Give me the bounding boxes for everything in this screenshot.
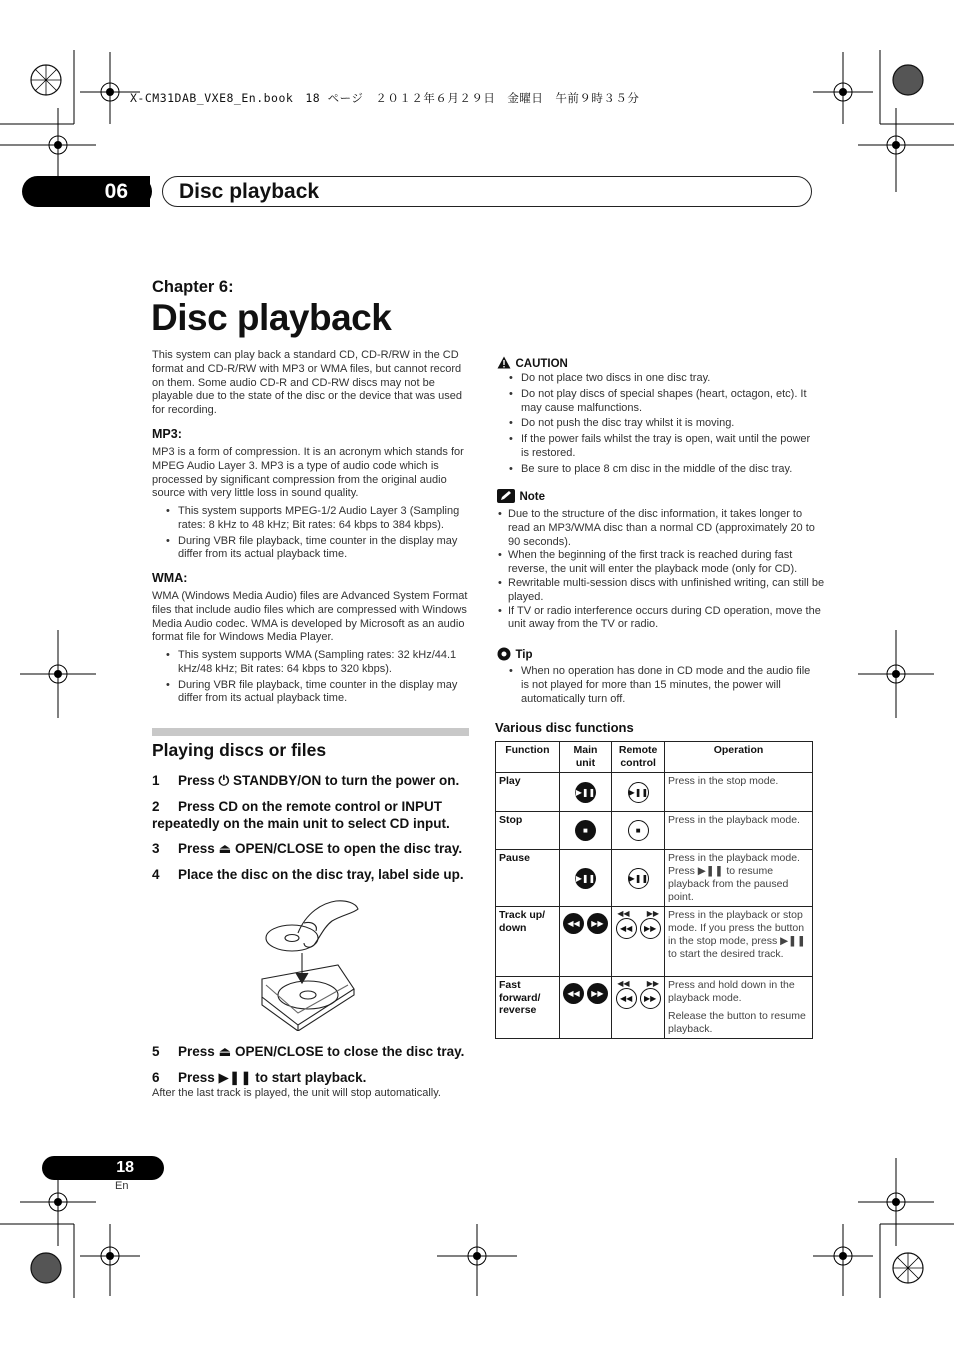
caution-bullets — [495, 372, 819, 479]
chapter-tab-title: Disc playback — [179, 180, 320, 203]
page-number: 18 — [116, 1159, 134, 1176]
track-down-remote-icon: ◀◀ — [616, 918, 637, 939]
list-item: • During VBR file playback, time counter in the display may differ from its actual playback time. — [178, 679, 470, 707]
intro-paragraph: This system can play back a standard CD, CD-R/RW in the CD format and CD-R/RW with MP3 or WMA files, but cannot record on them. Some audio CD-R and CD-RW discs may not be playable due to the state of the disc or the device that was used for recording. — [152, 349, 463, 417]
step-1: 1 Press ⏻ STANDBY/ON to turn the power on. — [152, 773, 460, 788]
rewind-icon: ◀◀ — [617, 979, 630, 988]
page-title: Disc playback — [151, 297, 392, 338]
column-header: Main unit — [559, 742, 612, 773]
playing-heading: Playing discs or files — [152, 740, 327, 760]
function-name: Track up/ down — [496, 907, 560, 977]
function-name: Stop — [496, 812, 560, 850]
play-pause-remote-icon: ▶❚❚ — [628, 782, 649, 803]
function-name: Pause — [496, 850, 560, 907]
note-header — [497, 487, 545, 505]
tip-heading: Tip — [515, 649, 533, 661]
table-row — [496, 977, 813, 1039]
wma-heading: WMA: — [152, 571, 188, 585]
operation-text: Press in the stop mode. — [665, 773, 813, 812]
list-item: • If the power fails whilst the tray is open, wait until the power is restored. — [521, 433, 819, 461]
wma-paragraph: WMA (Windows Media Audio) files are Advanced System Format files that include audio files which are compressed with Windows Media Audio codec. WMA is developed by Microsoft as an audio format file for Windows Media Player. — [152, 590, 468, 644]
table-row — [496, 907, 813, 977]
list-item: • Do not push the disc tray whilst it is moving. — [521, 417, 819, 431]
list-item: • Rewritable multi-session discs with unfinished writing, can still be played. — [508, 577, 826, 605]
section-divider — [152, 728, 469, 736]
tip-bullets — [495, 665, 813, 708]
track-up-button-icon: ▶▶ — [587, 913, 608, 934]
operation-text: Press and hold down in the playback mode. — [668, 979, 795, 1004]
list-item: • When no operation has done in CD mode and the audio file is not played for more than 15 minutes, the power will automatically turn off. — [521, 665, 813, 706]
caution-header — [497, 354, 568, 372]
mp3-bullets — [152, 505, 470, 564]
list-item: • Do not play discs of special shapes (heart, octagon, etc). It may cause malfunctions. — [521, 388, 819, 416]
play-pause-button-icon: ▶❚❚ — [575, 868, 596, 889]
step-5: 5 Press ⏏ OPEN/CLOSE to close the disc tray. — [152, 1044, 465, 1059]
column-header: Operation — [665, 742, 813, 773]
disc-tray-illustration-icon — [258, 893, 362, 1031]
after-playback-note: After the last track is played, the unit will stop automatically. — [152, 1087, 441, 1099]
chapter-label: Chapter 6: — [152, 278, 234, 296]
play-pause-button-icon: ▶❚❚ — [575, 782, 596, 803]
caution-heading: CAUTION — [515, 358, 568, 370]
table-row — [496, 773, 813, 812]
list-item: • This system supports MPEG-1/2 Audio Layer 3 (Sampling rates: 8 kHz to 48 kHz; Bit rates: 64 kbps to 384 kbps). — [178, 505, 470, 533]
chapter-tab — [22, 176, 812, 207]
operation-text: Release the button to resume playback. — [668, 1010, 806, 1035]
track-down-button-icon: ◀◀ — [563, 983, 584, 1004]
page-number-tab — [42, 1156, 152, 1180]
tip-gear-icon — [497, 647, 511, 661]
operation-text: Press in the playback mode. — [665, 812, 813, 850]
warning-icon — [497, 356, 511, 369]
track-up-remote-icon: ▶▶ — [640, 988, 661, 1009]
column-header: Remote control — [612, 742, 665, 773]
fast-forward-icon: ▶▶ — [646, 909, 660, 918]
mp3-paragraph: MP3 is a form of compression. It is an acronym which stands for MPEG Audio Layer 3. MP3 is a type of audio code which is processed by significant compression from the original audio source with very little loss in sound quality. — [152, 446, 464, 500]
track-up-button-icon: ▶▶ — [587, 983, 608, 1004]
table-row — [496, 850, 813, 907]
operation-text: Press in the playback mode. Press ▶❚❚ to resume playback from the paused point. — [665, 850, 813, 907]
list-item: • Be sure to place 8 cm disc in the middle of the disc tray. — [521, 463, 819, 477]
list-item: • This system supports WMA (Sampling rates: 32 kHz/44.1 kHz/48 kHz; Bit rates: 64 kbps to 320 kbps). — [178, 649, 470, 677]
track-up-remote-icon: ▶▶ — [640, 918, 661, 939]
step-2: 2 Press CD on the remote control or INPUT repeatedly on the main unit to select CD input. — [152, 799, 450, 831]
fast-forward-icon: ▶▶ — [646, 979, 660, 988]
table-row — [496, 812, 813, 850]
list-item: • During VBR file playback, time counter in the display may differ from its actual playback time. — [178, 535, 470, 563]
track-down-remote-icon: ◀◀ — [616, 988, 637, 1009]
disc-functions-table — [495, 741, 813, 1039]
note-heading: Note — [519, 491, 546, 503]
language-code: En — [115, 1180, 129, 1192]
step-4: 4 Place the disc on the disc tray, label side up. — [152, 867, 464, 882]
play-pause-remote-icon: ▶❚❚ — [628, 868, 649, 889]
function-name: Fast forward/ reverse — [496, 977, 560, 1039]
wma-bullets — [152, 649, 470, 708]
stop-remote-icon: ■ — [628, 820, 649, 841]
step-6: 6 Press ▶❚❚ to start playback. — [152, 1070, 367, 1085]
rewind-icon: ◀◀ — [617, 909, 630, 918]
function-name: Play — [496, 773, 560, 812]
mp3-heading: MP3: — [152, 427, 182, 441]
chapter-number: 06 — [22, 176, 150, 207]
track-down-button-icon: ◀◀ — [563, 913, 584, 934]
column-header: Function — [496, 742, 560, 773]
stop-button-icon: ■ — [575, 820, 596, 841]
book-header-line: X-CM31DAB_VXE8_En.book 18 ページ ２０１２年６月２９日 金曜日 午前９時３５分 — [130, 91, 640, 105]
list-item: • When the beginning of the first track is reached during fast reverse, the unit will enter the playback mode (only for CD). — [508, 549, 826, 577]
list-item: • Do not place two discs in one disc tray. — [521, 372, 819, 386]
operation-text: Press in the playback or stop mode. If you press the button in the stop mode, press ▶❚❚ to start the desired track. — [665, 907, 813, 977]
step-3: 3 Press ⏏ OPEN/CLOSE to open the disc tray. — [152, 841, 463, 856]
table-header-row — [496, 742, 813, 773]
list-item: • If TV or radio interference occurs during CD operation, move the unit away from the TV or radio. — [508, 605, 826, 633]
functions-heading: Various disc functions — [495, 720, 634, 735]
list-item: • Due to the structure of the disc information, it takes longer to read an MP3/WMA disc than a normal CD (approximately 20 to 90 seconds). — [508, 508, 826, 549]
note-bullets — [495, 508, 826, 632]
note-pencil-icon — [497, 489, 515, 503]
tip-header — [497, 645, 533, 663]
